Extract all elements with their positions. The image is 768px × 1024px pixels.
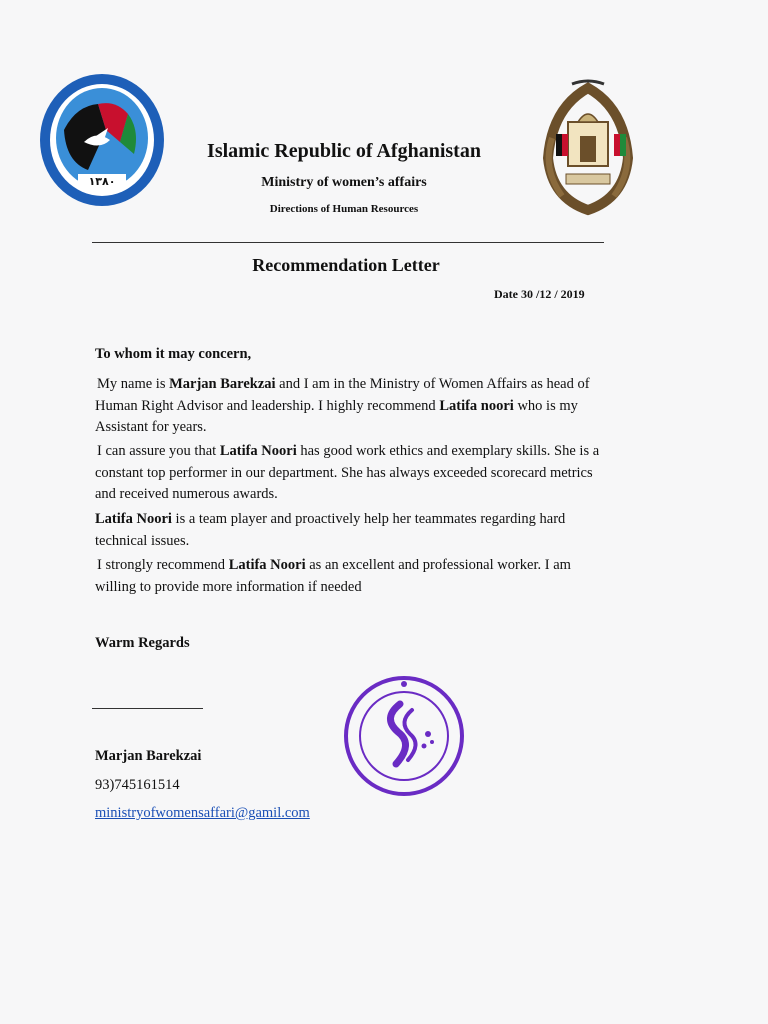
directorate-heading: Directions of Human Resources <box>269 203 419 215</box>
paragraph-1: My name is Marjan Barekzai and I am in the Ministry of Women Affairs as head of Human Right Advisor and leadership. I highly recommend Latifa noori who is my Assistant for years. <box>95 376 590 435</box>
paragraph-2: I can assure you that Latifa Noori has good work ethics and exemplary skills. She is a constant top performer in our department. She has always exceeded scorecard metrics and received numerous awards. <box>95 443 600 502</box>
header-divider <box>92 242 604 243</box>
letter-title: Recommendation Letter <box>252 255 440 275</box>
signer-phone: 93)745161514 <box>95 777 180 793</box>
signer-email-link[interactable]: ministryofwomensaffari@gamil.com <box>95 805 310 821</box>
closing: Warm Regards <box>95 635 190 651</box>
greeting: To whom it may concern, <box>95 346 252 362</box>
country-heading: Islamic Republic of Afghanistan <box>207 140 481 162</box>
paragraph-4: I strongly recommend Latifa Noori as an excellent and professional worker. I am willing to provide more information if needed <box>95 557 571 595</box>
ministry-heading: Ministry of women’s affairs <box>261 175 427 190</box>
signature-line <box>92 708 203 709</box>
letter-date: Date 30 /12 / 2019 <box>494 287 585 301</box>
logo-year: ۱۳۸۰ <box>88 175 116 188</box>
signer-name: Marjan Barekzai <box>95 748 202 764</box>
paragraph-3: Latifa Noori is a team player and proactively help her teammates regarding hard technical issues. <box>95 511 566 549</box>
ministry-stamp-icon <box>342 674 466 798</box>
